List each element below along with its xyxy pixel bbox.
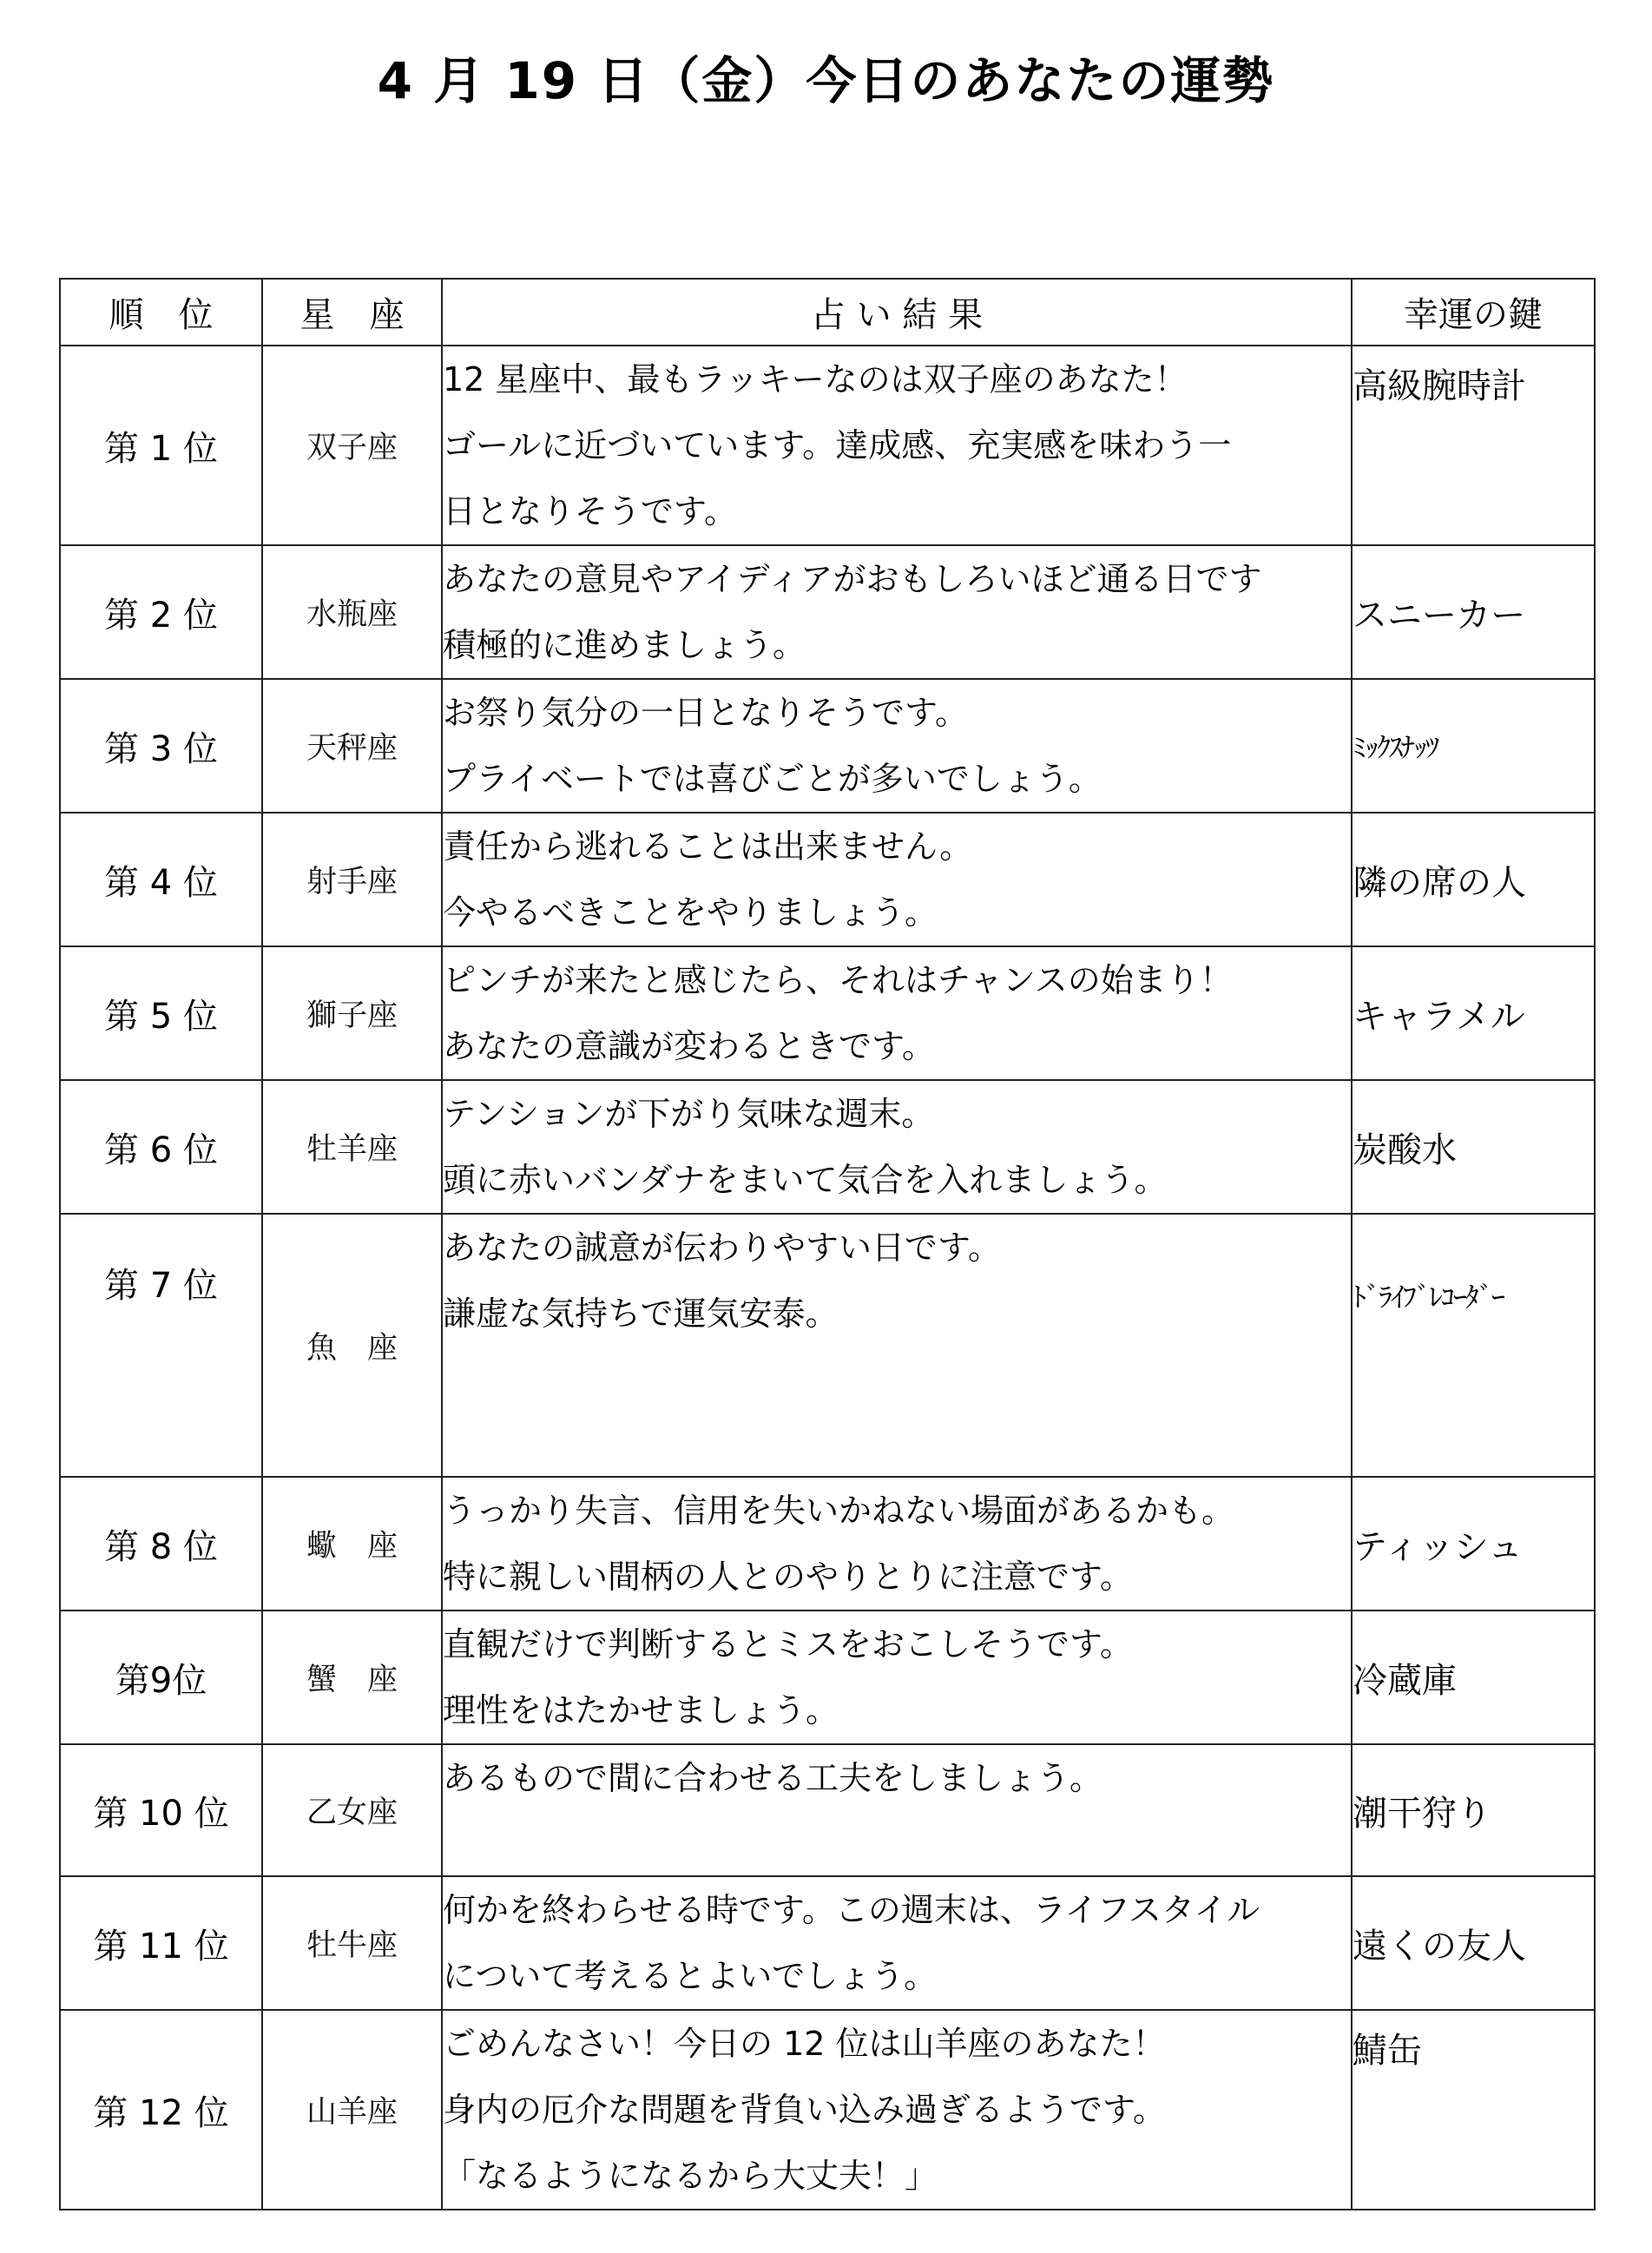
rank-cell: 第 3 位 xyxy=(60,679,262,813)
fortune-table xyxy=(59,278,1596,2210)
result-line: 理性をはたかせましょう。 xyxy=(443,1691,839,1729)
table-row xyxy=(60,679,1595,813)
rank-cell: 第 1 位 xyxy=(60,346,262,545)
result-line: テンションが下がり気味な週末。 xyxy=(443,1095,935,1133)
result-line: ごめんなさい！今日の 12 位は山羊座のあなた！ xyxy=(443,2025,1166,2063)
result-line: あなたの意見やアイディアがおもしろいほど通る日です xyxy=(443,560,1262,598)
table-row xyxy=(60,946,1595,1080)
result-cell xyxy=(442,1876,1352,2010)
result-line: ゴールに近づいています。達成感、充実感を味わう一 xyxy=(443,426,1232,464)
result-line: プライベートでは喜びごとが多いでしょう。 xyxy=(443,760,1102,798)
rank-cell: 第 10 位 xyxy=(60,1744,262,1876)
rank-cell: 第 12 位 xyxy=(60,2010,262,2210)
table-row xyxy=(60,545,1595,679)
sign-cell: 牡羊座 xyxy=(262,1080,442,1214)
key-cell: キャラメル xyxy=(1352,946,1595,1080)
key-cell: スニーカー xyxy=(1352,545,1595,679)
sign-cell: 天秤座 xyxy=(262,679,442,813)
result-line: 12 星座中、最もラッキーなのは双子座のあなた！ xyxy=(443,360,1188,399)
sign-cell: 牡牛座 xyxy=(262,1876,442,2010)
key-cell: 炭酸水 xyxy=(1352,1080,1595,1214)
result-cell xyxy=(442,545,1352,679)
header-sign: 星 座 xyxy=(262,279,442,346)
result-line: 身内の厄介な問題を背負い込み過ぎるようです。 xyxy=(443,2091,1166,2129)
sign-cell: 蟹 座 xyxy=(262,1611,442,1744)
result-line: あなたの誠意が伝わりやすい日です。 xyxy=(443,1229,1001,1267)
sign-cell: 魚 座 xyxy=(262,1214,442,1477)
table-header-row xyxy=(60,279,1595,346)
result-line: 責任から逃れることは出来ません。 xyxy=(443,827,973,866)
result-line: 今やるべきことをやりましょう。 xyxy=(443,893,938,932)
key-cell: 鯖缶 xyxy=(1352,2010,1595,2210)
result-line: うっかり失言、信用を失いかねない場面があるかも。 xyxy=(443,1492,1235,1530)
rank-cell: 第 7 位 xyxy=(60,1214,262,1477)
sign-cell: 乙女座 xyxy=(262,1744,442,1876)
result-line: 謙虚な気持ちで運気安泰。 xyxy=(443,1294,839,1333)
table-row xyxy=(60,1477,1595,1611)
result-cell xyxy=(442,946,1352,1080)
result-cell xyxy=(442,2010,1352,2210)
header-rank: 順 位 xyxy=(60,279,262,346)
table-row xyxy=(60,1214,1595,1477)
sign-cell: 双子座 xyxy=(262,346,442,545)
result-cell xyxy=(442,1214,1352,1477)
result-line: 「なるようになるから大丈夫！」 xyxy=(443,2157,938,2195)
result-line: あるもので間に合わせる工夫をしましょう。 xyxy=(443,1759,1103,1797)
rank-cell: 第9位 xyxy=(60,1611,262,1744)
result-line: お祭り気分の一日となりそうです。 xyxy=(443,694,968,732)
rank-cell: 第 5 位 xyxy=(60,946,262,1080)
result-line: ピンチが来たと感じたら、それはチャンスの始まり！ xyxy=(443,961,1233,999)
header-key: 幸運の鍵 xyxy=(1352,279,1595,346)
table-row xyxy=(60,813,1595,946)
result-cell xyxy=(442,813,1352,946)
result-line: 何かを終わらせる時です。この週末は、ライフスタイル xyxy=(443,1891,1260,1929)
key-cell: 潮干狩り xyxy=(1352,1744,1595,1876)
result-line: 特に親しい間柄の人とのやりとりに注意です。 xyxy=(443,1558,1133,1596)
rank-cell: 第 6 位 xyxy=(60,1080,262,1214)
result-cell xyxy=(442,1611,1352,1744)
result-cell xyxy=(442,1080,1352,1214)
result-line: 直観だけで判断するとミスをおこしそうです。 xyxy=(443,1625,1133,1663)
table-row xyxy=(60,1876,1595,2010)
table-row xyxy=(60,346,1595,545)
key-cell: 高級腕時計 xyxy=(1352,346,1595,545)
rank-cell: 第 2 位 xyxy=(60,545,262,679)
key-cell: ﾐｯｸｽﾅｯﾂ xyxy=(1352,679,1595,813)
key-cell: 遠くの友人 xyxy=(1352,1876,1595,2010)
header-result: 占 い 結 果 xyxy=(442,279,1352,346)
key-cell: ティッシュ xyxy=(1352,1477,1595,1611)
result-cell xyxy=(442,679,1352,813)
result-line: 積極的に進めましょう。 xyxy=(443,626,806,664)
table-row xyxy=(60,2010,1595,2210)
result-line: あなたの意識が変わるときです。 xyxy=(443,1027,935,1065)
rank-cell: 第 8 位 xyxy=(60,1477,262,1611)
sign-cell: 射手座 xyxy=(262,813,442,946)
table-row xyxy=(60,1744,1595,1876)
page-title: 4 月 19 日（金）今日のあなたの運勢 xyxy=(377,51,1275,110)
sign-cell: 獅子座 xyxy=(262,946,442,1080)
sign-cell: 蠍 座 xyxy=(262,1477,442,1611)
key-cell: 冷蔵庫 xyxy=(1352,1611,1595,1744)
key-cell: ﾄﾞﾗｲﾌﾞﾚｺｰﾀﾞｰ xyxy=(1352,1214,1595,1477)
rank-cell: 第 4 位 xyxy=(60,813,262,946)
result-cell xyxy=(442,1744,1352,1876)
table-row xyxy=(60,1611,1595,1744)
result-cell xyxy=(442,346,1352,545)
rank-cell: 第 11 位 xyxy=(60,1876,262,2010)
table-row xyxy=(60,1080,1595,1214)
sign-cell: 水瓶座 xyxy=(262,545,442,679)
result-line: 日となりそうです。 xyxy=(443,492,737,530)
result-line: について考えるとよいでしょう。 xyxy=(443,1957,938,1995)
key-cell: 隣の席の人 xyxy=(1352,813,1595,946)
result-cell xyxy=(442,1477,1352,1611)
result-line: 頭に赤いバンダナをまいて気合を入れましょう。 xyxy=(443,1161,1168,1199)
sign-cell: 山羊座 xyxy=(262,2010,442,2210)
